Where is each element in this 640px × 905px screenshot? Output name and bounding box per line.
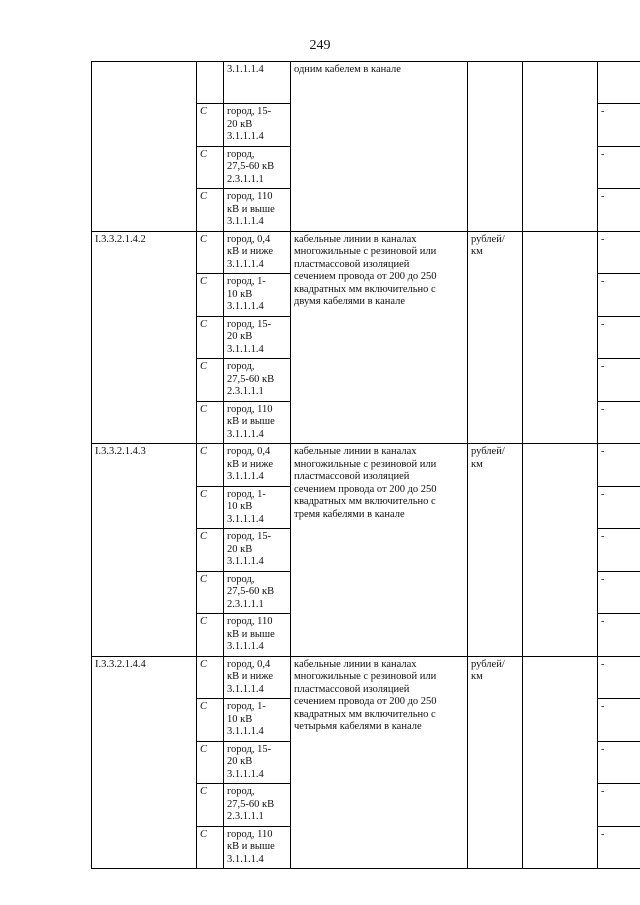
region-cell — [224, 741, 291, 784]
value-cell: - — [598, 274, 640, 317]
rates-table — [91, 61, 640, 869]
value-cell: - — [598, 146, 640, 189]
unit-line: км — [471, 458, 483, 470]
region-cell — [224, 699, 291, 742]
region-line: 2.3.1.1.1 — [227, 598, 264, 610]
region-line: 3.1.1.1.4 — [227, 216, 264, 227]
region-cell — [224, 316, 291, 359]
description-line: четырьмя кабелями в канале — [294, 721, 422, 732]
region-line: 3.1.1.1.4 — [227, 301, 264, 312]
value-cell: - — [598, 189, 640, 232]
region-line: город, 15- — [227, 106, 272, 117]
region-cell — [224, 614, 291, 657]
description-line: многожильные с резиновой или — [294, 246, 437, 257]
value-cell: - — [598, 656, 640, 699]
table-row — [92, 656, 640, 699]
description-line: пластмассовой изоляцией — [294, 258, 410, 270]
region-line: город, — [227, 786, 255, 797]
region-cell — [224, 274, 291, 317]
rates-table-body — [92, 62, 640, 869]
region-cell — [224, 401, 291, 444]
page-number: 249 — [309, 38, 331, 53]
description-cell — [291, 656, 468, 869]
unit-cell — [468, 62, 523, 232]
description-line: квадратных мм включительно с — [294, 708, 436, 720]
value-cell: - — [598, 359, 640, 402]
region-line: 10 кВ — [227, 501, 253, 512]
region-line: 27,5-60 кВ — [227, 373, 275, 385]
region-line: 27,5-60 кВ — [227, 586, 275, 597]
region-line: 20 кВ — [227, 331, 253, 342]
region-line: город, 1- — [227, 276, 266, 287]
region-line: город, — [227, 361, 255, 372]
unit-line: км — [471, 246, 483, 257]
value-cell: - — [598, 444, 640, 487]
unit-line: рублей/ — [471, 233, 505, 245]
region-line: 3.1.1.1.4 — [227, 853, 264, 865]
region-line: 3.1.1.1.4 — [227, 343, 264, 355]
table-row — [92, 62, 640, 104]
description-line: кабельные линии в каналах — [294, 658, 417, 670]
region-line: 3.1.1.1.4 — [227, 513, 264, 525]
description-cell — [291, 62, 468, 232]
unit-cell — [468, 656, 523, 869]
table-row — [92, 444, 640, 487]
region-line: 2.3.1.1.1 — [227, 173, 264, 185]
description-cell — [291, 444, 468, 657]
letter-cell: C — [197, 529, 224, 572]
region-line: 10 кВ — [227, 288, 253, 300]
blank-cell — [523, 656, 598, 869]
region-line: город, 0,4 — [227, 233, 271, 245]
letter-cell: C — [197, 189, 224, 232]
description-line: сечением провода от 200 до 250 — [294, 483, 437, 495]
blank-cell — [523, 62, 598, 232]
region-cell — [224, 231, 291, 274]
region-line: город, 110 — [227, 828, 273, 840]
code-cell: I.3.3.2.1.4.3 — [92, 444, 197, 657]
region-line: 3.1.1.1.4 — [227, 683, 264, 695]
region-line: город, 15- — [227, 743, 272, 755]
region-line: город, 15- — [227, 531, 272, 542]
region-cell — [224, 62, 291, 104]
region-line: 2.3.1.1.1 — [227, 811, 264, 822]
region-cell — [224, 656, 291, 699]
unit-line: рублей/ — [471, 446, 505, 457]
region-line: кВ и выше — [227, 416, 275, 427]
letter-cell: C — [197, 571, 224, 614]
region-cell — [224, 529, 291, 572]
letter-cell: C — [197, 316, 224, 359]
blank-cell — [523, 231, 598, 444]
region-line: кВ и ниже — [227, 458, 273, 470]
code-cell: I.3.3.2.1.4.2 — [92, 231, 197, 444]
description-line: двумя кабелями в канале — [294, 296, 406, 307]
description-line: квадратных мм включительно с — [294, 496, 436, 507]
region-line: 3.1.1.1.4 — [227, 471, 264, 482]
region-line: город, 15- — [227, 318, 272, 330]
region-cell — [224, 826, 291, 869]
value-cell: - — [598, 614, 640, 657]
region-line: 27,5-60 кВ — [227, 161, 275, 172]
value-cell: - — [598, 784, 640, 827]
description-line: многожильные с резиновой или — [294, 671, 437, 682]
value-cell: - — [598, 741, 640, 784]
description-line: сечением провода от 200 до 250 — [294, 696, 437, 707]
region-cell — [224, 146, 291, 189]
region-line: 3.1.1.1.4 — [227, 131, 264, 142]
description-line: пластмассовой изоляцией — [294, 471, 410, 482]
letter-cell: C — [197, 699, 224, 742]
blank-cell — [523, 444, 598, 657]
region-line: 3.1.1.1.4 — [227, 556, 264, 567]
letter-cell: C — [197, 444, 224, 487]
region-line: город, 110 — [227, 616, 273, 627]
region-line: 20 кВ — [227, 118, 253, 130]
value-cell: - — [598, 486, 640, 529]
region-cell — [224, 189, 291, 232]
region-line: кВ и ниже — [227, 246, 273, 257]
value-cell: - — [598, 104, 640, 147]
region-cell — [224, 104, 291, 147]
letter-cell: C — [197, 231, 224, 274]
description-line: одним кабелем в канале — [294, 64, 401, 75]
letter-cell: C — [197, 486, 224, 529]
region-cell — [224, 571, 291, 614]
letter-cell: C — [197, 741, 224, 784]
description-line: сечением провода от 200 до 250 — [294, 271, 437, 282]
description-line: тремя кабелями в канале — [294, 508, 405, 520]
unit-cell — [468, 444, 523, 657]
value-cell: - — [598, 571, 640, 614]
region-line: 2.3.1.1.1 — [227, 386, 264, 397]
region-line: город, 0,4 — [227, 658, 271, 670]
value-cell: - — [598, 826, 640, 869]
letter-cell — [197, 62, 224, 104]
value-cell — [598, 62, 640, 104]
letter-cell: C — [197, 146, 224, 189]
region-line: 20 кВ — [227, 543, 253, 555]
letter-cell: C — [197, 104, 224, 147]
letter-cell: C — [197, 656, 224, 699]
letter-cell: C — [197, 784, 224, 827]
letter-cell: C — [197, 826, 224, 869]
region-cell — [224, 486, 291, 529]
table-row — [92, 231, 640, 274]
value-cell: - — [598, 401, 640, 444]
description-line: кабельные линии в каналах — [294, 233, 417, 245]
region-line: кВ и ниже — [227, 671, 273, 682]
unit-line: км — [471, 671, 483, 682]
region-line: город, 0,4 — [227, 446, 271, 457]
letter-cell: C — [197, 614, 224, 657]
value-cell: - — [598, 699, 640, 742]
region-line: 3.1.1.1.4 — [227, 64, 264, 75]
description-line: кабельные линии в каналах — [294, 446, 417, 457]
letter-cell: C — [197, 359, 224, 402]
region-line: 10 кВ — [227, 713, 253, 725]
region-line: кВ и выше — [227, 841, 275, 852]
value-cell: - — [598, 529, 640, 572]
description-line: многожильные с резиновой или — [294, 458, 437, 470]
region-line: город, 110 — [227, 403, 273, 415]
value-cell: - — [598, 231, 640, 274]
region-cell — [224, 359, 291, 402]
region-cell — [224, 784, 291, 827]
code-cell — [92, 62, 197, 232]
region-line: город, — [227, 573, 255, 585]
region-line: город, 110 — [227, 191, 273, 202]
region-line: кВ и выше — [227, 628, 275, 640]
region-cell — [224, 444, 291, 487]
region-line: 3.1.1.1.4 — [227, 726, 264, 737]
letter-cell: C — [197, 274, 224, 317]
letter-cell: C — [197, 401, 224, 444]
region-line: 20 кВ — [227, 756, 253, 767]
unit-line: рублей/ — [471, 658, 505, 670]
description-line: пластмассовой изоляцией — [294, 683, 410, 695]
region-line: город, 1- — [227, 701, 266, 712]
region-line: 27,5-60 кВ — [227, 798, 275, 810]
region-line: 3.1.1.1.4 — [227, 768, 264, 780]
description-cell — [291, 231, 468, 444]
unit-cell — [468, 231, 523, 444]
region-line: кВ и выше — [227, 203, 275, 215]
description-line: квадратных мм включительно с — [294, 283, 436, 295]
code-cell: I.3.3.2.1.4.4 — [92, 656, 197, 869]
region-line: 3.1.1.1.4 — [227, 641, 264, 652]
region-line: 3.1.1.1.4 — [227, 428, 264, 440]
value-cell: - — [598, 316, 640, 359]
region-line: город, 1- — [227, 488, 266, 500]
region-line: город, — [227, 148, 255, 160]
region-line: 3.1.1.1.4 — [227, 258, 264, 270]
